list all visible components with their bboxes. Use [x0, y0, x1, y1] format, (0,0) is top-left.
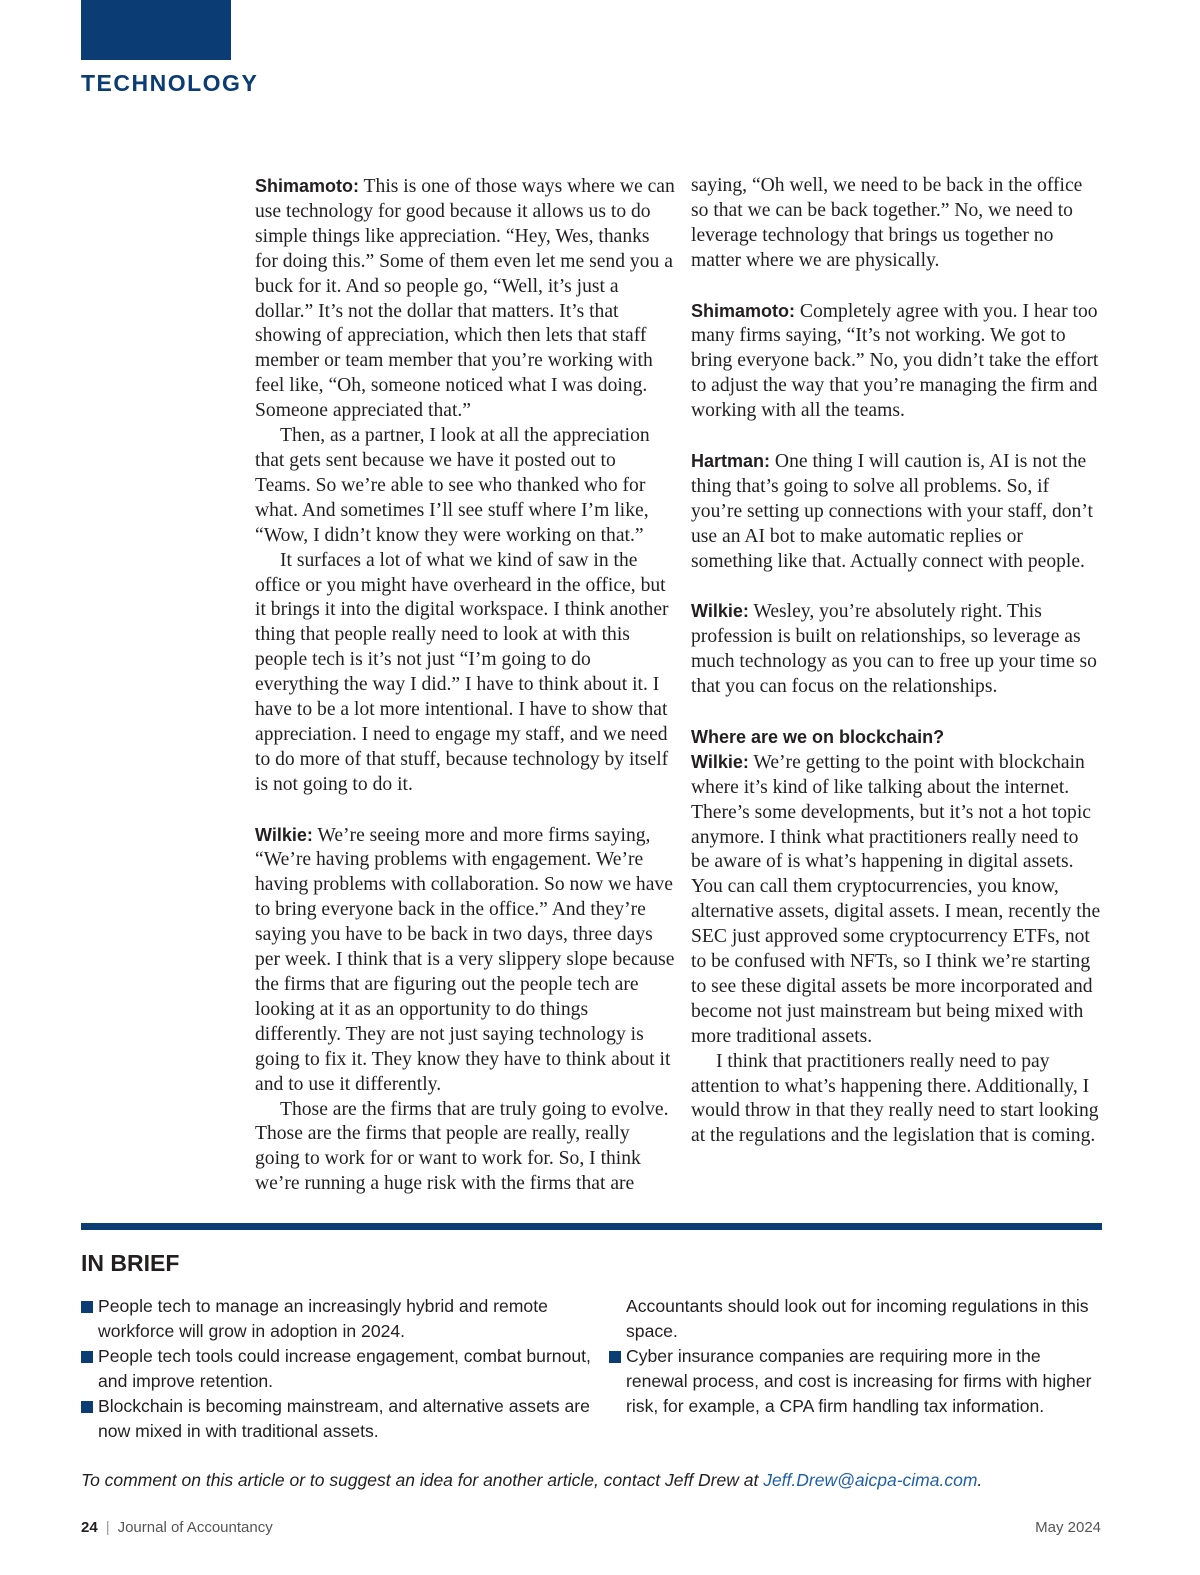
in-brief-title: IN BRIEF [81, 1250, 180, 1276]
paragraph-text: One thing I will caution is, AI is not the thing that’s going to solve all problems. So, if you’re setting up connections with your staff, don’t use an AI bot to make automatic replies or something like that. Actually connect with people. [691, 450, 1093, 572]
issue-date: May 2024 [1035, 1519, 1101, 1536]
section-label: TECHNOLOGY [81, 70, 259, 96]
speaker-name: Shimamoto: [691, 300, 796, 321]
paragraph: Those are the firms that are truly going to evolve. Those are the firms that people are really, really going to work for or want to work for. So, I think we’re running a huge risk with the firms that are [255, 1098, 669, 1195]
paragraph [691, 725, 1101, 1050]
list-item [609, 1344, 1099, 1419]
question-heading: Where are we on blockchain? [691, 726, 945, 747]
paragraph: saying, “Oh well, we need to be back in the office so that we can be back together.” No, we need to leverage technology that brings us together no matter where we are physically. [691, 175, 1083, 271]
comment-note [81, 1470, 982, 1491]
header-color-block [81, 0, 231, 60]
paragraph-text: Wesley, you’re absolutely right. This profession is built on relationships, so leverage as much technology as you can to free up your time so that you can focus on the relationships. [691, 601, 1097, 698]
in-brief-list-right [609, 1294, 1099, 1419]
speaker-name: Shimamoto: [255, 176, 360, 196]
list-item-text: Cyber insurance companies are requiring more in the renewal process, and cost is increasing for firms with higher risk, for example, a CPA firm handling tax information. [626, 1345, 1092, 1416]
paragraph: I think that practitioners really need to pay attention to what’s happening there. Additionally, I would throw in that they really need to start looking at the regulations and the legislation that is coming. [691, 1050, 1099, 1147]
speaker-name: Wilkie: [691, 751, 749, 772]
paragraph-text: We’re getting to the point with blockchain where it’s kind of like talking about the internet. There’s some developments, but it’s not a hot topic anymore. I think what practitioners really need to be aware of is what’s happening in digital assets. You can call them cryptocurrencies, you know, alternative assets, digital assets. I mean, recently the SEC just approved some cryptocurrency ETFs, not to be confused with NFTs, so I think we’re starting to see these digital assets be more incorporated and become not just mainstream but being mixed with more traditional assets. [691, 751, 1101, 1047]
speaker-name: Hartman: [691, 450, 771, 471]
square-bullet-icon [609, 1351, 621, 1363]
paragraph: Then, as a partner, I look at all the appreciation that gets sent because we have it posted out to Teams. So we’re able to see who thanked who for what. And sometimes I’ll see stuff where I’m like, “Wow, I didn’t know they were working on that.” [255, 425, 650, 546]
paragraph [691, 599, 1101, 700]
email-link[interactable]: Jeff.Drew@aicpa-cima.com [763, 1470, 978, 1490]
paragraph [691, 299, 1101, 425]
paragraph-text: Completely agree with you. I hear too many firms saying, “It’s not working. We got to bring everyone back.” No, you didn’t take the effort to adjust the way that you’re managing the firm and working with all the teams. [691, 300, 1099, 422]
speaker-name: Wilkie: [691, 601, 749, 622]
list-item [81, 1294, 591, 1344]
publication-name: Journal of Accountancy [117, 1519, 273, 1536]
paragraph-text: This is one of those ways where we can use technology for good because it allows us to do simple things like appreciation. “Hey, Wes, thanks for doing this.” Some of them even let me send you a buck for it. And so people go, “Well, it’s just a dollar.” It’s not the dollar that matters. It’s that showing of appreciation, which then lets that staff member or team member that you’re working with feel like, “Oh, someone noticed what I was doing. Someone appreciated that.” [255, 176, 675, 422]
article-column-left [255, 174, 675, 1197]
square-bullet-icon [81, 1351, 93, 1363]
list-item [609, 1294, 1099, 1344]
article-column-right [691, 174, 1101, 1149]
speaker-name: Wilkie: [255, 824, 313, 845]
list-item-text: People tech tools could increase engagement, combat burnout, and improve retention. [98, 1345, 591, 1391]
list-item-text: Accountants should look out for incoming regulations in this space. [626, 1296, 1089, 1341]
footer-separator: | [105, 1519, 110, 1536]
paragraph: It surfaces a lot of what we kind of saw in the office or you might have overheard in the office, but it brings it into the digital workspace. I think another thing that people really need to look at with this people tech is it’s not just “I’m going to do everything the way I did.” I have to think about it. I have to be a lot more intentional. I have to show that appreciation. I need to engage my staff, and we need to do more of that stuff, because technology by itself is not going to do it. [255, 549, 669, 795]
section-divider [81, 1223, 1102, 1230]
list-item [81, 1344, 591, 1394]
list-item-text: Blockchain is becoming mainstream, and alternative assets are now mixed in with traditional assets. [98, 1395, 590, 1441]
footer-left [81, 1519, 273, 1536]
paragraph [255, 174, 675, 424]
list-item [81, 1394, 591, 1444]
paragraph [255, 823, 675, 1098]
comment-text: To comment on this article or to suggest an idea for another article, contact Jeff Drew at [81, 1470, 764, 1490]
page-number: 24 [81, 1519, 98, 1536]
list-item-text: People tech to manage an increasingly hybrid and remote workforce will grow in adoption in 2024. [98, 1296, 548, 1341]
paragraph-text: We’re seeing more and more firms saying, “We’re having problems with engagement. We’re having problems with collaboration. So now we have to bring everyone back in the office.” And they’re saying you have to be back in two days, three days per week. I think that is a very slippery slope because the firms that are figuring out the people tech are looking at it as an opportunity to do things differently. They are not just saying technology is going to fix it. They know they have to think about it and to use it differently. [255, 824, 675, 1095]
comment-end: . [977, 1470, 983, 1490]
in-brief-list-left [81, 1294, 591, 1443]
square-bullet-icon [81, 1401, 93, 1413]
square-bullet-icon [81, 1301, 93, 1313]
paragraph [691, 449, 1101, 575]
